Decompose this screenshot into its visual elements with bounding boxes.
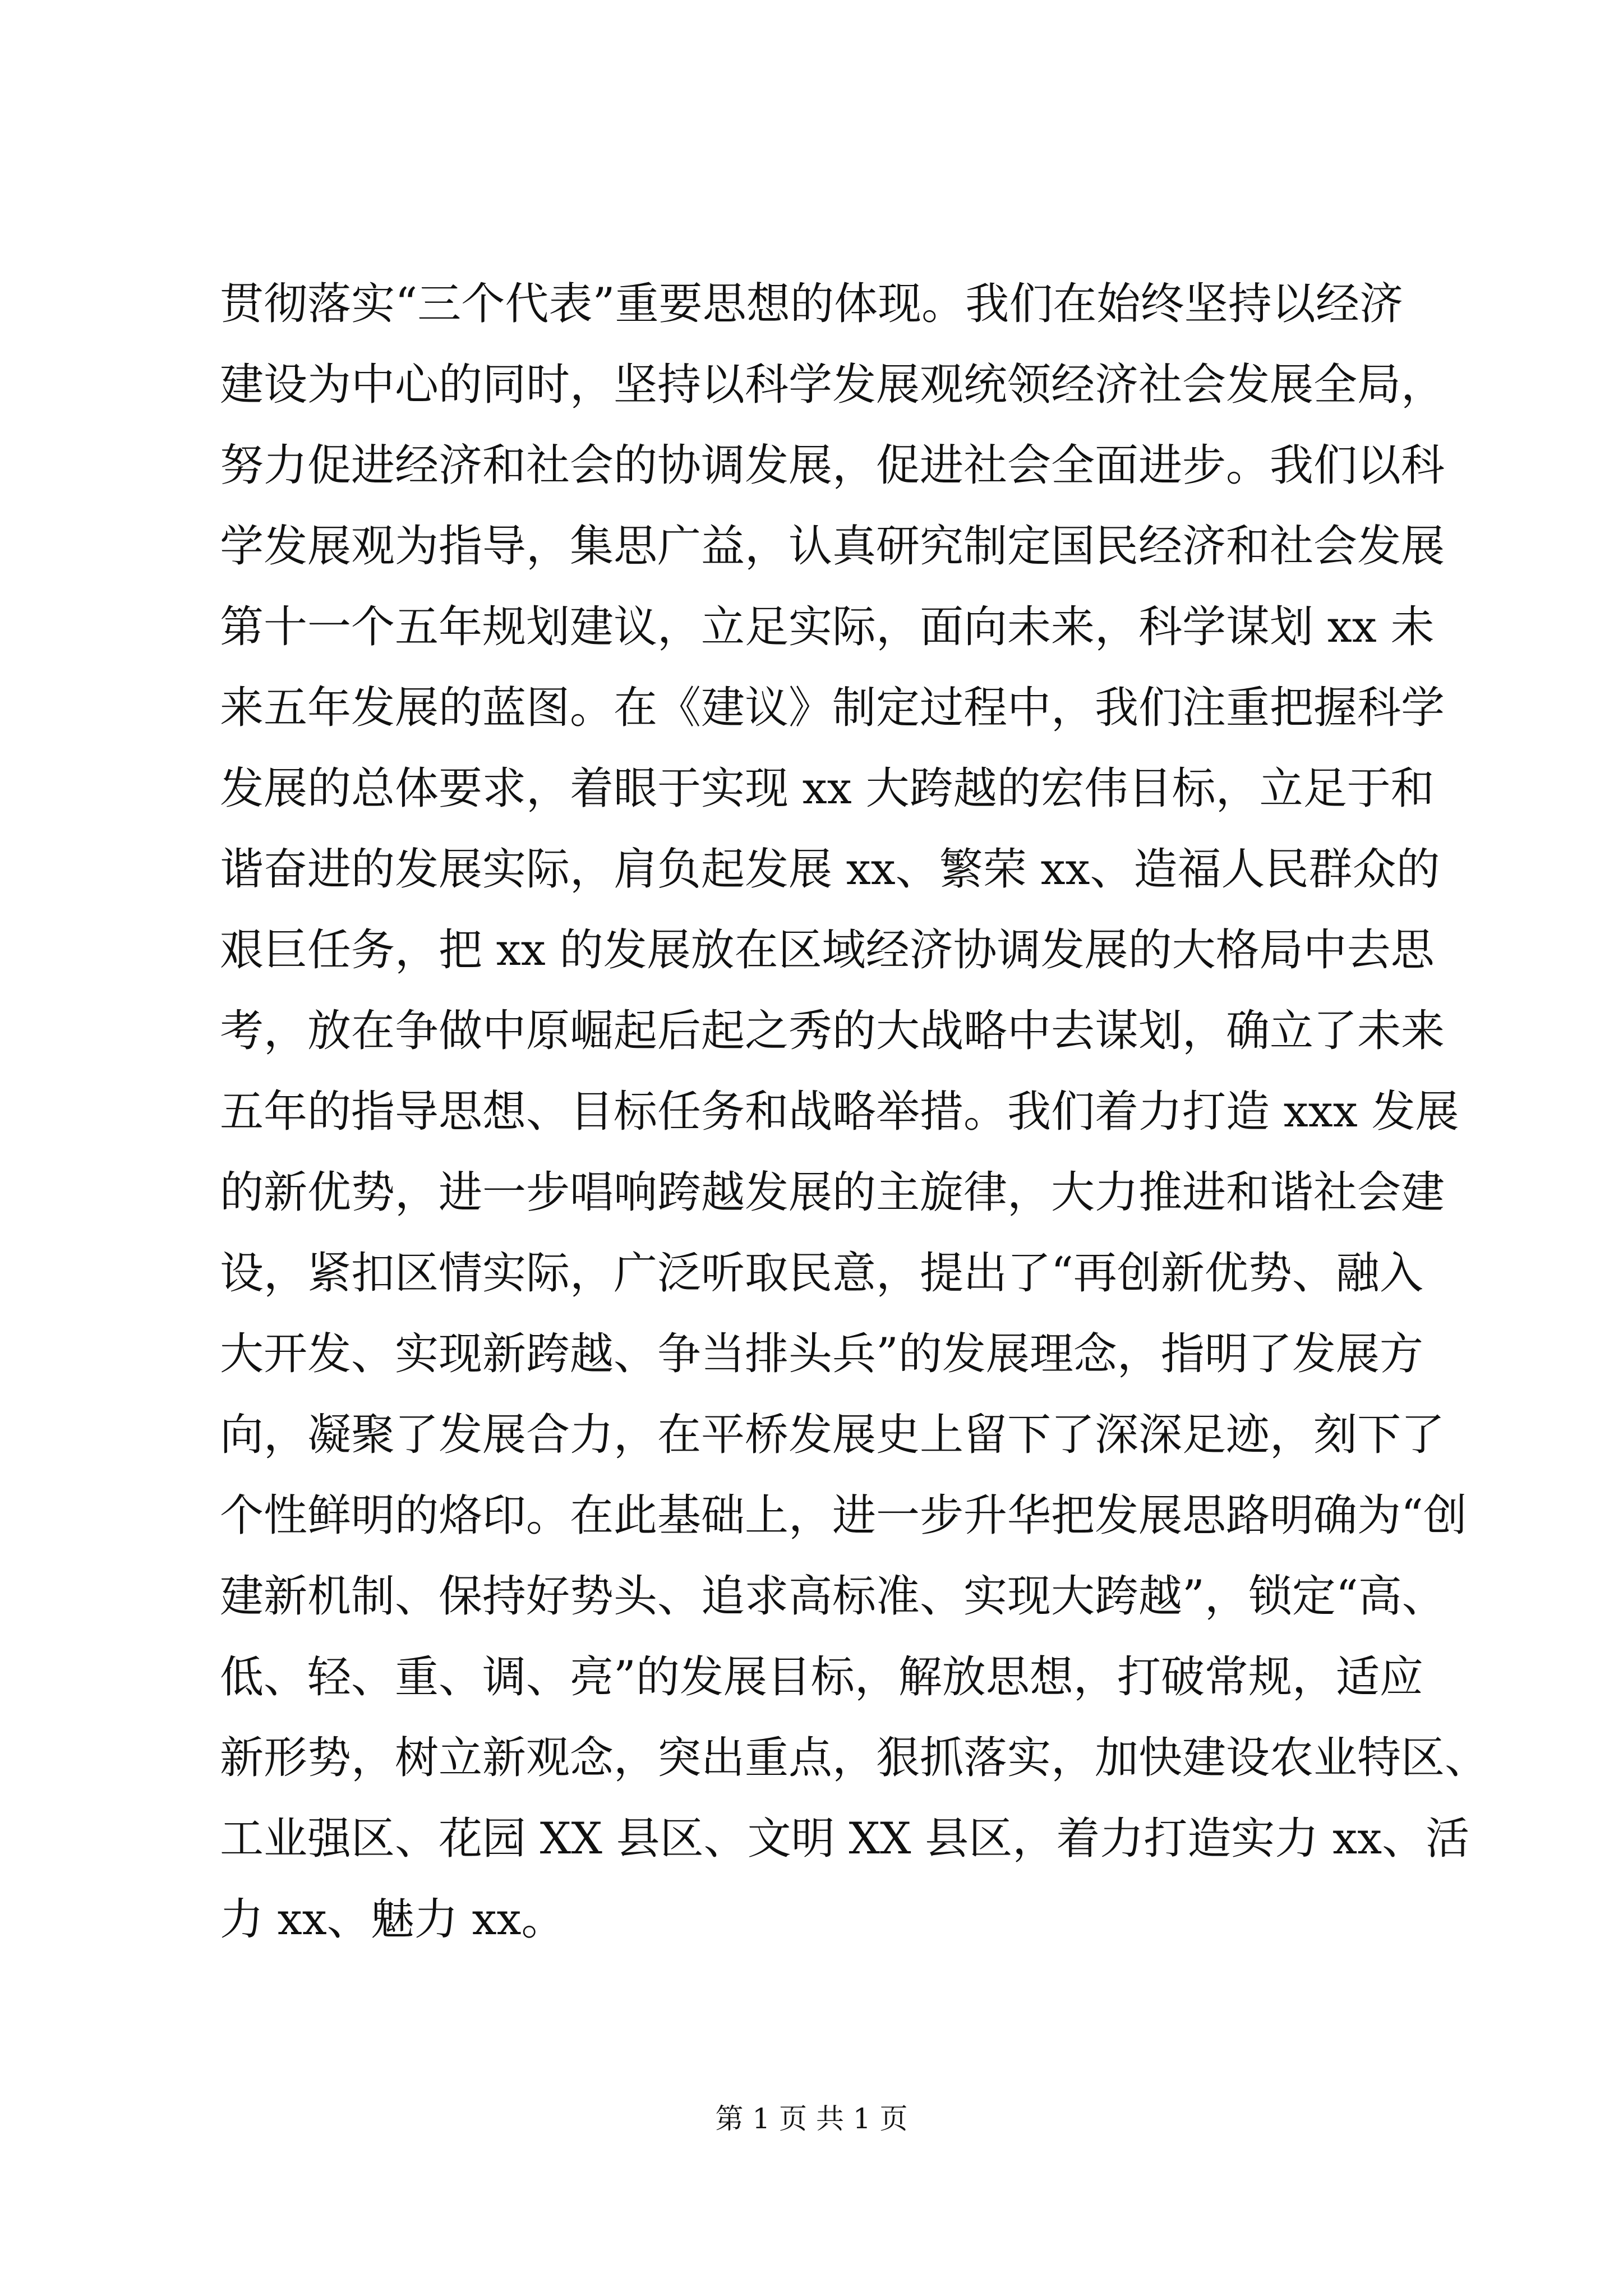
text-line: 新形势，树立新观念，突出重点，狠抓落实，加快建设农业特区、 [220, 1733, 1489, 1783]
text-line-last: 力 xx、魅力 xx。 [220, 1894, 565, 1945]
text-line: 学发展观为指导，集思广益，认真研究制定国民经济和社会发展 [220, 521, 1445, 572]
text-line: 贯彻落实“三个代表”重要思想的体现。我们在始终坚持以经济 [220, 279, 1403, 329]
text-line: 发展的总体要求，着眼于实现 xx 大跨越的宏伟目标，立足于和 [220, 763, 1435, 814]
text-line: 建新机制、保持好势头、追求高标准、实现大跨越”，锁定“高、 [220, 1571, 1446, 1622]
text-line: 低、轻、重、调、亮”的发展目标，解放思想，打破常规，适应 [220, 1652, 1423, 1703]
page-footer [0, 2099, 1623, 2138]
text-line: 工业强区、花园 XX 县区、文明 XX 县区，着力打造实力 xx、活 [220, 1814, 1470, 1864]
text-line: 的新优势，进一步唱响跨越发展的主旋律，大力推进和谐社会建 [220, 1167, 1445, 1218]
text-line: 个性鲜明的烙印。在此基础上，进一步升华把发展思路明确为“创 [220, 1490, 1467, 1541]
text-line: 努力促进经济和社会的协调发展，促进社会全面进步。我们以科 [220, 440, 1445, 491]
text-line: 向，凝聚了发展合力，在平桥发展史上留下了深深足迹，刻下了 [220, 1410, 1445, 1460]
text-line: 设，紧扣区情实际，广泛听取民意，提出了“再创新优势、融入 [220, 1248, 1423, 1299]
text-line: 来五年发展的蓝图。在《建议》制定过程中，我们注重把握科学 [220, 683, 1445, 733]
text-line: 谐奋进的发展实际，肩负起发展 xx、繁荣 xx、造福人民群众的 [220, 844, 1440, 895]
text-line: 考，放在争做中原崛起后起之秀的大战略中去谋划，确立了未来 [220, 1006, 1445, 1056]
text-line: 建设为中心的同时，坚持以科学发展观统领经济社会发展全局， [220, 360, 1445, 410]
text-line: 艰巨任务，把 xx 的发展放在区域经济协调发展的大格局中去思 [220, 925, 1435, 976]
body-paragraph [220, 264, 1489, 1960]
text-line: 五年的指导思想、目标任务和战略举措。我们着力打造 xxx 发展 [220, 1087, 1459, 1137]
page-number-label: 第 1 页 共 1 页 [715, 2102, 908, 2135]
text-line: 大开发、实现新跨越、争当排头兵”的发展理念，指明了发展方 [220, 1329, 1423, 1379]
text-line: 第十一个五年规划建议，立足实际，面向未来，科学谋划 xx 未 [220, 602, 1435, 652]
